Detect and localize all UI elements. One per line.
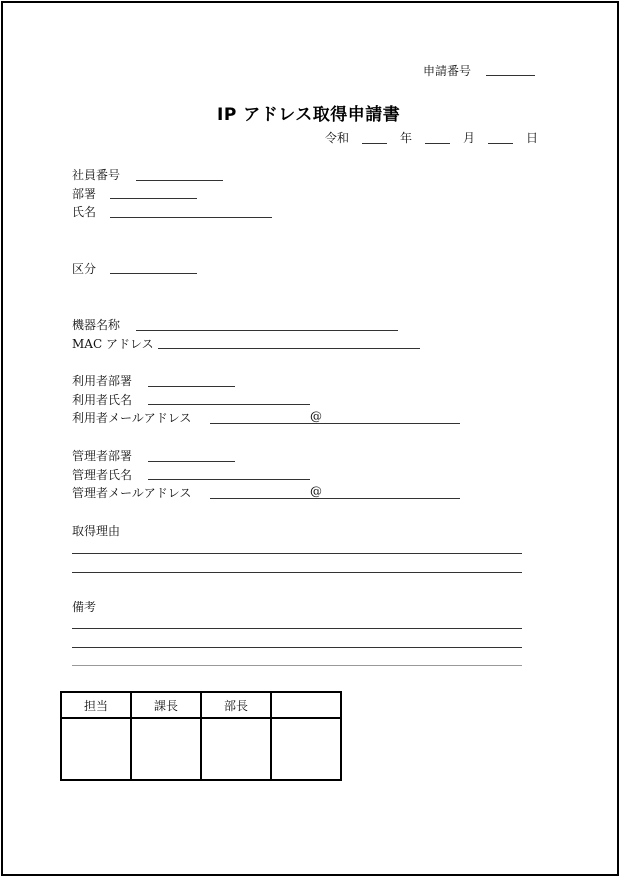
user-email-field[interactable] [210,423,460,424]
name-field[interactable] [110,217,272,218]
remarks-line-2[interactable] [72,647,522,648]
approval-stamp-table [60,691,342,781]
department-field[interactable] [110,198,197,199]
approval-header-staff: 担当 [61,692,131,718]
approval-header-section-chief: 課長 [131,692,201,718]
category-field[interactable] [110,273,197,274]
date-day-unit: 日 [526,131,539,145]
employee-number-label: 社員番号 [72,168,121,182]
user-email-label: 利用者メールアドレス [72,411,192,425]
approval-stamp-department-head[interactable] [201,718,271,780]
manager-department-field[interactable] [148,461,235,462]
manager-email-at-sign: @ [310,484,322,498]
user-department-label: 利用者部署 [72,374,133,388]
user-name-field[interactable] [148,404,310,405]
application-number-field[interactable] [486,75,535,76]
page-title: IP アドレス取得申請書 [217,105,401,125]
manager-email-label: 管理者メールアドレス [72,486,192,500]
device-name-label: 機器名称 [72,318,121,332]
date-month-field[interactable] [425,143,450,144]
remarks-line-1[interactable] [72,628,522,629]
name-label: 氏名 [72,205,97,219]
user-department-field[interactable] [148,386,235,387]
approval-stamp-staff[interactable] [61,718,131,780]
remarks-label: 備考 [72,600,97,614]
manager-name-field[interactable] [148,479,310,480]
mac-address-field[interactable] [158,348,420,349]
device-name-field[interactable] [136,330,398,331]
reason-label: 取得理由 [72,524,121,538]
user-email-at-sign: @ [310,409,322,423]
date-month-unit: 月 [463,131,476,145]
approval-stamp-blank[interactable] [271,718,341,780]
approval-header-blank [271,692,341,718]
approval-stamp-section-chief[interactable] [131,718,201,780]
department-label: 部署 [72,187,97,201]
application-form-page [1,1,619,876]
reason-line-1[interactable] [72,553,522,554]
manager-department-label: 管理者部署 [72,449,133,463]
employee-number-field[interactable] [136,180,223,181]
category-label: 区分 [72,262,97,276]
date-year-field[interactable] [362,143,387,144]
user-name-label: 利用者氏名 [72,393,133,407]
remarks-line-3[interactable] [72,665,522,666]
application-number-label: 申請番号 [423,64,472,78]
mac-address-label: MAC アドレス [72,337,154,351]
manager-email-field[interactable] [210,498,460,499]
date-year-unit: 年 [400,131,413,145]
date-era-label: 令和 [325,131,350,145]
reason-line-2[interactable] [72,572,522,573]
date-day-field[interactable] [488,143,513,144]
approval-header-department-head: 部長 [201,692,271,718]
manager-name-label: 管理者氏名 [72,468,133,482]
